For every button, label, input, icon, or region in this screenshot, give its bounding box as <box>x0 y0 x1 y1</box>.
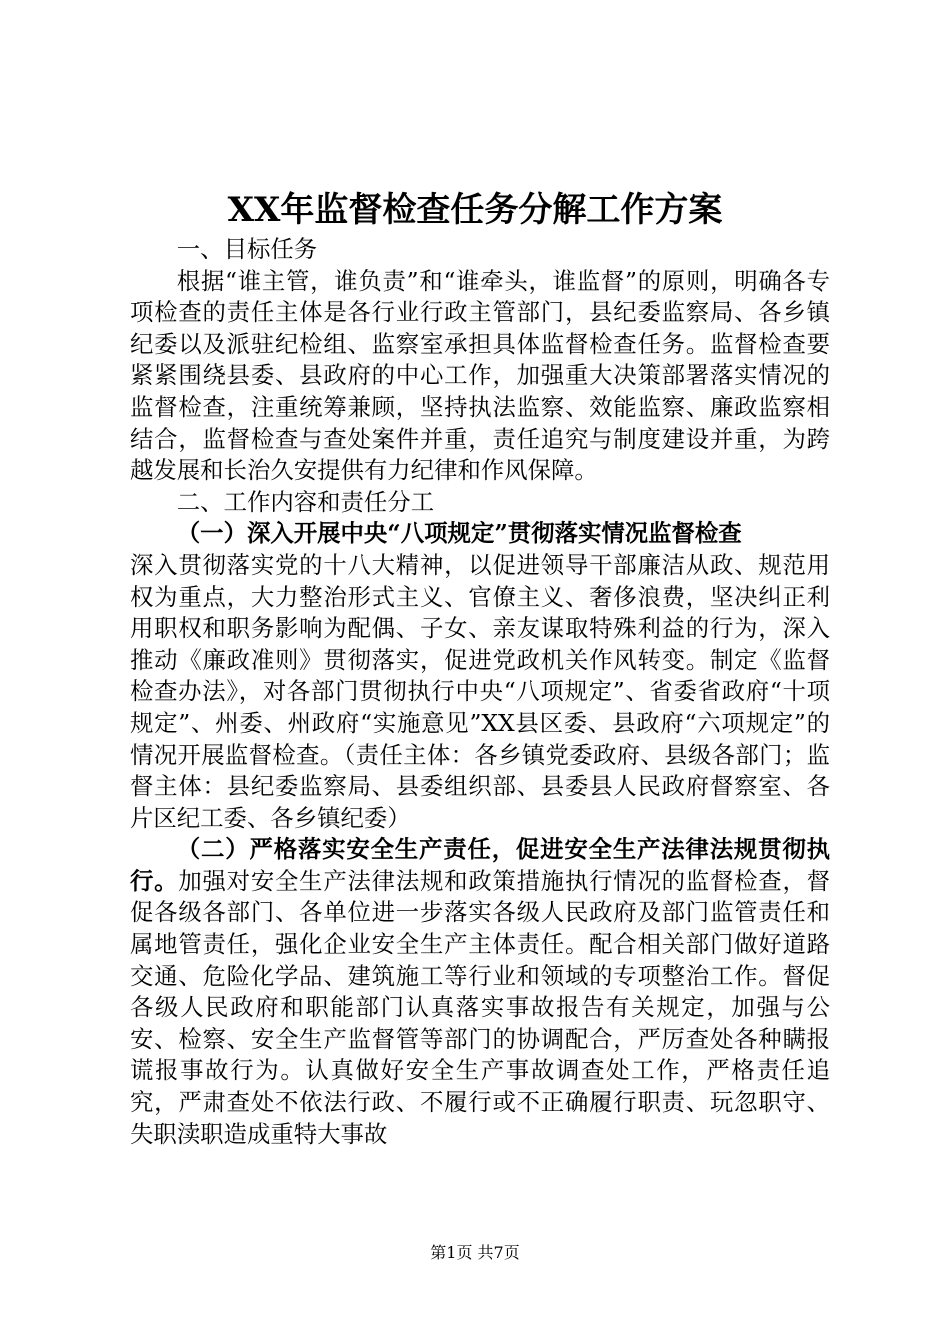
document-body <box>130 234 830 1150</box>
document-title: XX年监督检查任务分解工作方案 <box>227 190 723 230</box>
section1-heading: 一、目标任务 <box>176 235 318 263</box>
item1-paragraph: 深入贯彻落实党的十八大精神，以促进领导干部廉洁从政、规范用权为重点，大力整治形式主义、官僚主义、奢侈浪费，坚决纠正利用职权和职务影响为配偶、子女、亲友谋取特殊利益的行为，深入推动《廉政准则》贯彻落实，促进党政机关作风转变。制定《监督检查办法》，对各部门贯彻执行中央“八项规定”、省委省政府“十项规定”、州委、州政府“实施意见”XX县区委、县政府“六项规定”的情况开展监督检查。（责任主体：各乡镇党委政府、县级各部门；监督主体：县纪委监察局、县委组织部、县委县人民政府督察室、各片区纪工委、各乡镇纪委） <box>130 550 830 832</box>
item1-heading: （一）深入开展中央“八项规定”贯彻落实情况监督检查 <box>176 519 742 548</box>
page-footer: 第1页 共7页 <box>430 1243 520 1262</box>
section2-heading: 二、工作内容和责任分工 <box>176 487 435 516</box>
item2-paragraph: 加强对安全生产法律法规和政策措施执行情况的监督检查，督促各级各部门、各单位进一步落实各级人民政府及部门监管责任和属地管责任，强化企业安全生产主体责任。配合相关部门做好道路交通、危险化学品、建筑施工等行业和领域的专项整治工作。督促各级人民政府和职能部门认真落实事故报告有关规定，加强与公安、检察、安全生产监督管等部门的协调配合，严厉查处各种瞒报谎报事故行为。认真做好安全生产事故调查处工作，严格责任追究，严肃查处不依法行政、不履行或不正确履行职责、玩忽职守、失职渎职造成重特大事故 <box>130 866 831 1148</box>
item2-heading: （二）严格落实安全生产责任，促进安全生产法律法规贯彻执行。 <box>130 835 830 895</box>
item1-block <box>130 518 830 550</box>
section1-paragraph: 根据“谁主管，谁负责”和“谁牵头，谁监督”的原则，明确各专项检查的责任主体是各行业行政主管部门，县纪委监察局、各乡镇纪委以及派驻纪检组、监察室承担具体监督检查任务。监督检查要紧紧围绕县委、县政府的中心工作，加强重大决策部署落实情况的监督检查，注重统筹兼顾，坚持执法监察、效能监察、廉政监察相结合，监督检查与查处案件并重，责任追究与制度建设并重，为跨越发展和长治久安提供有力纪律和作风保障。 <box>130 266 830 485</box>
item2-block <box>130 834 830 1150</box>
